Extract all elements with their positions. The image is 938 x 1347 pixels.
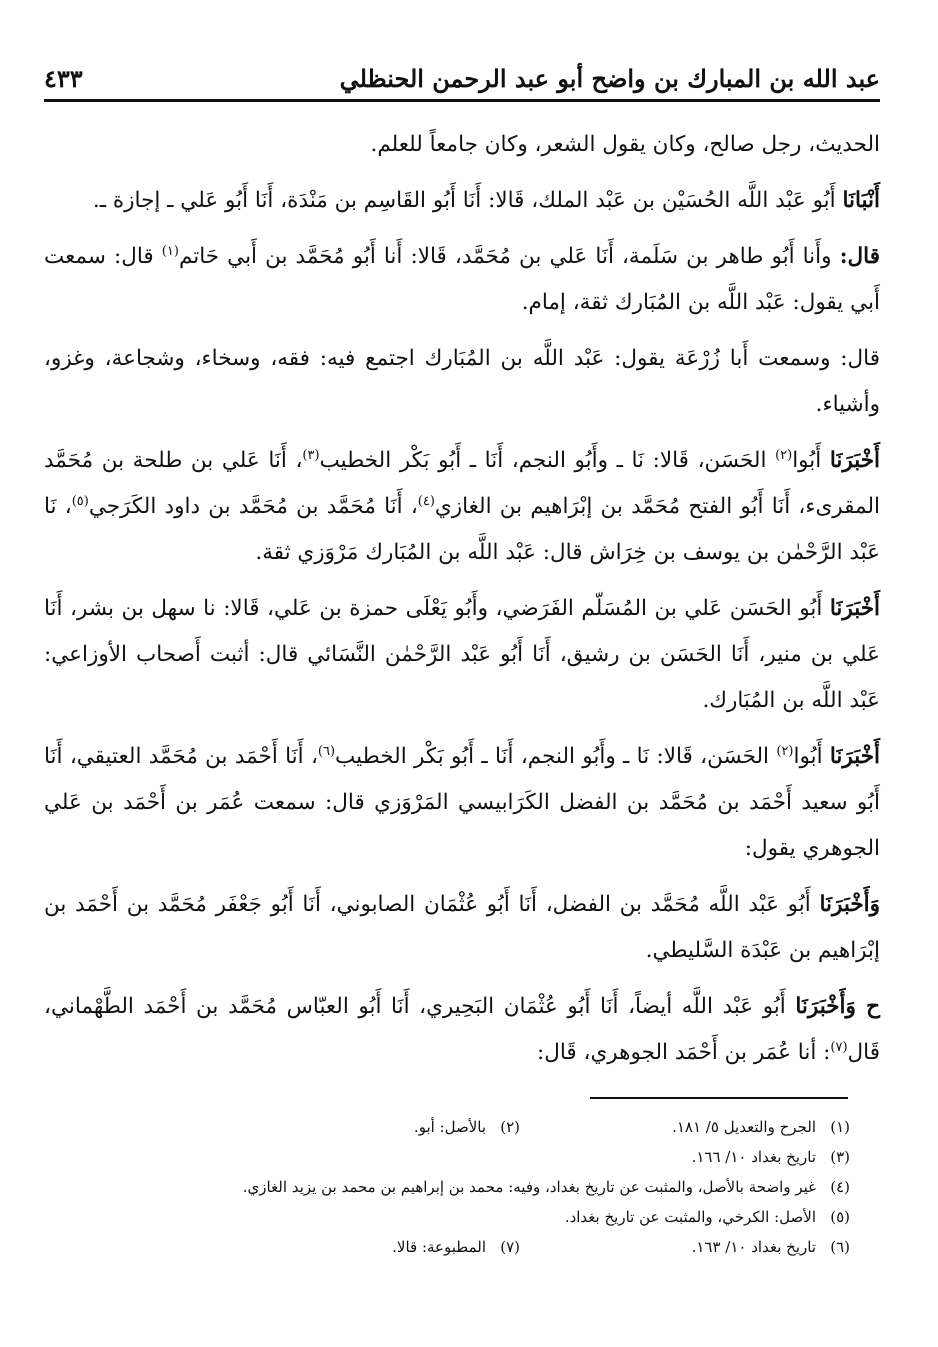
running-head: عبد الله بن المبارك بن واضح أبو عبد الرحمن الحنظلي (339, 64, 880, 93)
isnad-lead: أَخْبَرَنَا (829, 744, 881, 769)
footnote-row (150, 1112, 850, 1142)
footnote-ref: (٧) (830, 1039, 848, 1055)
footnote (520, 1232, 850, 1262)
footnote-ref: (٢) (775, 447, 793, 463)
footnote-ref: (٢) (776, 743, 794, 759)
paragraph-4 (44, 336, 880, 428)
paragraph-2 (44, 178, 880, 224)
paragraph-1 (44, 122, 880, 168)
footnote-text: بالأصل: أبو. (413, 1118, 486, 1136)
footnote-ref: (٥) (71, 493, 89, 509)
paragraph-text: : أنا عُمَر بن أَحْمَد الجوهري، قَال: (537, 1040, 831, 1065)
footnote-ref: (٦) (317, 743, 336, 759)
paragraph-7 (44, 734, 880, 872)
paragraph-text: أَبُوا (792, 448, 830, 473)
footnote (692, 1142, 850, 1172)
footnote-divider (590, 1097, 848, 1099)
isnad-lead: أَنْبَانَا (842, 188, 880, 213)
footnote (520, 1112, 850, 1142)
footnote-number: (٢) (500, 1118, 520, 1136)
footnotes (150, 1112, 850, 1262)
paragraph-5 (44, 438, 880, 576)
paragraph-text: أَبُوا (793, 744, 830, 769)
paragraph-text: قال: سمعت أَبي يقول: عَبْد اللَّه بن المُبَارك ثقة، إمام. (44, 244, 880, 315)
paragraph-9 (44, 984, 880, 1076)
footnote-row (150, 1142, 850, 1172)
footnote (392, 1232, 520, 1262)
footnote (565, 1202, 850, 1232)
paragraph-text: أَبُو عَبْد اللَّه الحُسَيْن بن عَبْد الملك، قَالا: أَنَا أَبُو القَاسِم بن مَنْدَة، أَنَا أَبُو عَلي ـ إجازة ـ. (92, 188, 843, 213)
isnad-lead: أَخْبَرَنَا (829, 448, 881, 473)
isnad-lead: قال: (839, 244, 880, 269)
paragraph-text: الحديث، رجل صالح، وكان يقول الشعر، وكان جامعاً للعلم. (370, 132, 880, 157)
page-header (44, 62, 880, 102)
footnote-row (150, 1202, 850, 1232)
paragraph-8 (44, 882, 880, 974)
footnote-number: (٦) (830, 1238, 850, 1256)
footnote (414, 1112, 520, 1142)
page-number: ٤٣٣ (44, 64, 83, 93)
footnote-ref: (٤) (417, 493, 435, 509)
footnote-text: الجرح والتعديل ٥/ ١٨١. (672, 1118, 816, 1136)
footnote-row (150, 1172, 850, 1202)
footnote-text: الأصل: الكرخي، والمثبت عن تاريخ بغداد. (564, 1208, 816, 1226)
footnote-text: المطبوعة: قالا. (392, 1238, 486, 1256)
paragraph-text: الحَسَن، قَالا: نَا ـ وأَبُو النجم، أَنَا ـ أَبُو بَكْر الخطيب (335, 744, 777, 769)
footnote-ref: (١) (161, 243, 179, 259)
paragraph-text: الحَسَن، قَالا: نَا ـ وأَبُو النجم، أَنَا ـ أَبُو بَكْر الخطيب (319, 448, 776, 473)
paragraph-text: أَبُو عَبْد اللَّه أيضاً، أَنَا أَبُو عُثْمَان البَحِيري، أَنَا أَبُو العبّاس مُحَمَّد بن أَحْمَد الطَّهْماني، قَال (44, 994, 880, 1065)
paragraph-3 (44, 234, 880, 326)
footnote-text: تاريخ بغداد ١٠/ ١٦٣. (691, 1238, 816, 1256)
footnote-row (150, 1232, 850, 1262)
paragraph-text: قال: وسمعت أَبا زُرْعَة يقول: عَبْد اللَّه بن المُبَارك اجتمع فيه: فقه، وسخاء، وشجاعة، وغزو، وأشياء. (44, 346, 880, 417)
paragraph-text: ، أَنَا أَحْمَد بن مُحَمَّد العتيقي، أَنَا أَبُو سعيد أَحْمَد بن مُحَمَّد بن الفضل الكَرَابيسي المَرْوَزي قال: سمعت عُمَر بن أَحْمَد بن عَلي الجوهري يقول: (44, 744, 880, 861)
isnad-lead: أَخْبَرَنَا (829, 596, 880, 621)
footnote-ref: (٣) (302, 447, 320, 463)
paragraph-text: وأَنا أَبُو طاهر بن سَلَمة، أَنَا عَلي بن مُحَمَّد، قَالا: أَنا أَبُو مُحَمَّد بن أَبي حَاتم (178, 244, 840, 269)
isnad-lead: وَأَخْبَرَنَا (819, 892, 880, 917)
paragraph-text: ، نَا عَبْد الرَّحْمٰن بن يوسف بن خِرَاش قال: عَبْد اللَّه بن المُبَارك مَرْوَزي ثقة. (44, 494, 880, 565)
footnote-text: تاريخ بغداد ١٠/ ١٦٦. (691, 1148, 816, 1166)
footnote-text: غير واضحة بالأصل، والمثبت عن تاريخ بغداد، وفيه: محمد بن إبراهيم بن محمد بن يزيد الغازي. (242, 1178, 816, 1196)
paragraph-6 (44, 586, 880, 724)
footnote (243, 1172, 850, 1202)
paragraph-text: ، أَنَا مُحَمَّد بن مُحَمَّد بن داود الكَرَجي (88, 494, 418, 519)
footnote-number: (٤) (830, 1178, 850, 1196)
body-text (44, 122, 880, 1080)
paragraph-text: ، أَنَا عَلي بن طلحة بن مُحَمَّد المقرىء، أَنَا أَبُو الفتح مُحَمَّد بن إبْرَاهيم بن الغازي (44, 448, 881, 519)
isnad-lead: ح وَأَخْبَرَنَا (795, 994, 880, 1019)
footnote-number: (٣) (830, 1148, 850, 1166)
paragraph-text: أَبُو الحَسَن عَلي بن المُسَلّم الفَرَضي، وأَبُو يَعْلَى حمزة بن عَلي، قَالا: نا سهل بن بشر، أَنَا عَلي بن منير، أَنَا الحَسَن بن رشيق، أَنَا أَبُو عَبْد الرَّحْمٰن النَّسَائي قال: أثبت أَصحاب الأوزاعي: عَبْد اللَّه بن المُبَارك. (44, 596, 880, 713)
footnote-number: (٥) (830, 1208, 850, 1226)
footnote-number: (١) (830, 1118, 850, 1136)
footnote-number: (٧) (500, 1238, 520, 1256)
paragraph-text: أَبُو عَبْد اللَّه مُحَمَّد بن الفضل، أَنَا أَبُو عُثْمَان الصابوني، أَنَا أَبُو جَعْفَر مُحَمَّد بن أَحْمَد بن إبْرَاهيم بن عَبْدَة السَّليطي. (44, 892, 880, 963)
